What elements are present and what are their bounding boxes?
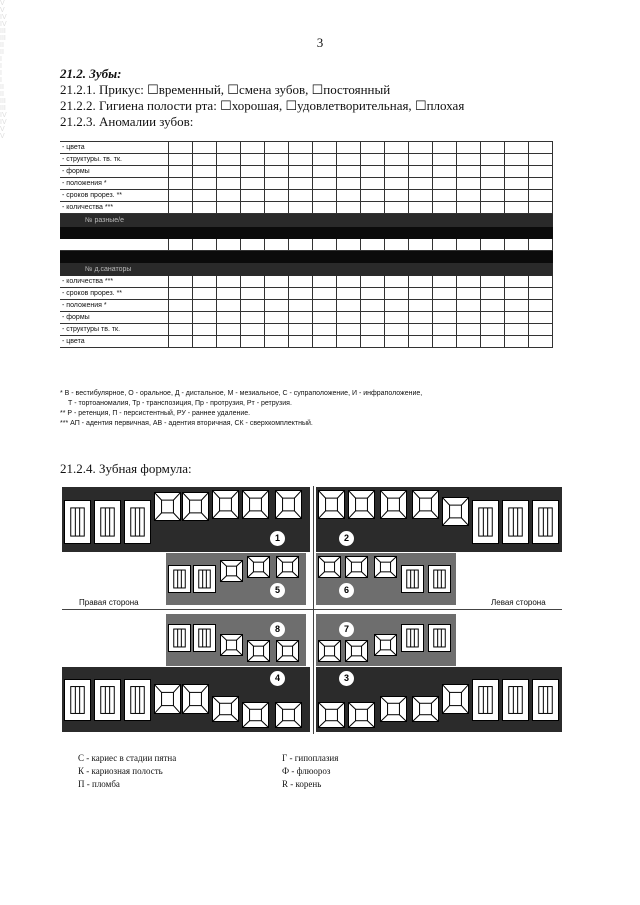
tooth[interactable] [348,702,375,728]
checkbox-icon[interactable]: ☐ [227,82,239,97]
checkbox-icon[interactable]: ☐ [285,98,298,113]
milk-tooth-numeral: IV [0,112,7,119]
row-label: - формы [60,166,168,178]
hygiene-prefix: 21.2.2. Гигиена полости рта: [60,98,221,113]
tooth[interactable] [380,696,407,722]
row-label: - количества *** [60,202,168,214]
milk-tooth-numeral: III [0,35,6,42]
tooth[interactable] [193,624,216,652]
formula-title: 21.2.4. Зубная формула: [60,461,192,476]
quadrant-number: 4 [270,671,285,686]
tooth[interactable] [412,490,439,519]
milk-tooth-numeral: IV [0,21,7,28]
milk-tooth-numeral: II [0,91,4,98]
tooth[interactable] [318,556,341,578]
milk-tooth-numeral: V [0,0,5,7]
legend-fluorosis: Ф - флюороз [282,766,331,776]
footnote-count: *** АП - адентия первичная, АВ - адентия вторичная, СК - сверхкомплектный. [60,420,313,427]
tooth[interactable] [212,490,239,519]
section-title-text: 21.2. Зубы: [60,66,122,81]
tooth[interactable] [247,640,270,662]
legend-right [282,752,338,791]
tooth[interactable] [532,500,559,544]
bite-option-change: смена зубов, [238,82,309,97]
tooth[interactable] [242,490,269,519]
bite-option-permanent: постоянный [323,82,391,97]
tooth[interactable] [154,684,181,714]
row-label: - сроков прорез. ** [60,190,168,202]
milk-tooth-numeral: II [0,42,4,49]
tooth[interactable] [318,640,341,662]
row-label: - цвета [60,336,168,348]
quadrant-number: 1 [270,531,285,546]
tooth[interactable] [182,492,209,521]
tooth[interactable] [442,684,469,714]
milk-tooth-numeral: V [0,126,5,133]
checkbox-icon[interactable]: ☐ [147,82,159,97]
quadrant-number: 8 [270,622,285,637]
tooth[interactable] [168,565,191,593]
tooth[interactable] [318,490,345,519]
tooth[interactable] [154,492,181,521]
legend-caries-cavity: К - кариозная полость [78,766,163,776]
row-label: - количества *** [60,276,168,288]
tooth[interactable] [247,556,270,578]
tooth[interactable] [428,565,451,593]
tooth[interactable] [64,500,91,544]
left-side-label: Левая сторона [491,598,546,607]
page-number: 3 [316,35,324,50]
tooth[interactable] [412,696,439,722]
tooth[interactable] [64,679,91,721]
tooth[interactable] [345,556,368,578]
checkbox-icon[interactable]: ☐ [311,82,324,97]
tooth[interactable] [472,500,499,544]
tooth[interactable] [532,679,559,721]
quadrant-number: 3 [339,671,354,686]
row-label: - положения * [60,300,168,312]
tooth[interactable] [502,679,529,721]
tooth[interactable] [442,497,469,526]
row-label: - структуры тв. тк. [60,324,168,336]
tooth[interactable] [124,679,151,721]
quadrant-number: 2 [339,531,354,546]
row-label: - положения * [60,178,168,190]
tooth[interactable] [275,490,302,519]
formula-horizontal-axis [62,609,562,610]
hygiene-option-good: хорошая, [231,98,283,113]
milk-tooth-numeral: II [0,49,4,56]
legend-caries-spot: С - кариес в стадии пятна [78,753,177,763]
row-label: - сроков прорез. ** [60,288,168,300]
quadrant-number: 5 [270,583,285,598]
bite-prefix: 21.2.1. Прикус: [60,82,148,97]
hygiene-option-bad: плохая [426,98,465,113]
tooth[interactable] [94,679,121,721]
tooth[interactable] [220,560,243,582]
tooth[interactable] [374,634,397,656]
milk-tooth-numeral: I [0,63,2,70]
formula-vertical-axis [313,486,314,734]
tooth[interactable] [401,565,424,593]
tooth[interactable] [275,702,302,728]
milk-tooth-numeral: IV [0,14,7,21]
tooth[interactable] [168,624,191,652]
tooth[interactable] [318,702,345,728]
legend-root: R - корень [282,779,322,789]
row-label: - цвета [60,142,168,154]
bite-option-temporary: временный, [158,82,225,97]
row-label: № разные/е [60,214,168,227]
anomalies-title: 21.2.3. Аномалии зубов: [60,114,194,129]
hygiene-option-satisfactory: удовлетворительная, [297,98,412,113]
milk-tooth-numeral: III [0,98,6,105]
footnote-eruption: ** Р - ретенция, П - персистентный, РУ - раннее удаление. [60,410,251,417]
milk-tooth-numeral: I [0,70,2,77]
quadrant-number: 6 [339,583,354,598]
legend-left [78,752,176,791]
row-label: - структуры. тв. тк. [60,154,168,166]
checkbox-icon[interactable]: ☐ [414,98,427,113]
tooth[interactable] [212,696,239,722]
tooth[interactable] [380,490,407,519]
row-label: № д.санаторы [60,263,168,276]
tooth[interactable] [220,634,243,656]
footnote-position-cont: Т - тортоаномалия, Тр - транспозиция, Пр - протрузия, Рт - ретрузия. [68,400,292,407]
right-side-label: Правая сторона [79,598,139,607]
footnote-position: * В - вестибулярное, О - оральное, Д - дистальное, М - мезиальное, С - супраположение, И - инфраположение, [60,390,423,397]
tooth[interactable] [472,679,499,721]
row-label: - формы [60,312,168,324]
tooth[interactable] [193,565,216,593]
tooth[interactable] [276,556,299,578]
milk-tooth-numeral: III [0,28,6,35]
tooth[interactable] [242,702,269,728]
tooth[interactable] [502,500,529,544]
quadrant-number: 7 [339,622,354,637]
tooth[interactable] [124,500,151,544]
milk-tooth-numeral: V [0,7,5,14]
tooth[interactable] [94,500,121,544]
milk-tooth-numeral: V [0,133,5,140]
tooth[interactable] [182,684,209,714]
tooth[interactable] [428,624,451,652]
tooth[interactable] [345,640,368,662]
milk-tooth-numeral: II [0,84,4,91]
legend-filling: П - пломба [78,779,120,789]
milk-tooth-numeral: I [0,77,2,84]
tooth[interactable] [374,556,397,578]
milk-tooth-numeral: I [0,56,2,63]
legend-hypoplasia: Г - гипоплазия [282,753,339,763]
tooth[interactable] [401,624,424,652]
milk-tooth-numeral: III [0,105,6,112]
milk-tooth-numeral: IV [0,119,7,126]
checkbox-icon[interactable]: ☐ [220,98,232,113]
tooth[interactable] [348,490,375,519]
tooth[interactable] [276,640,299,662]
